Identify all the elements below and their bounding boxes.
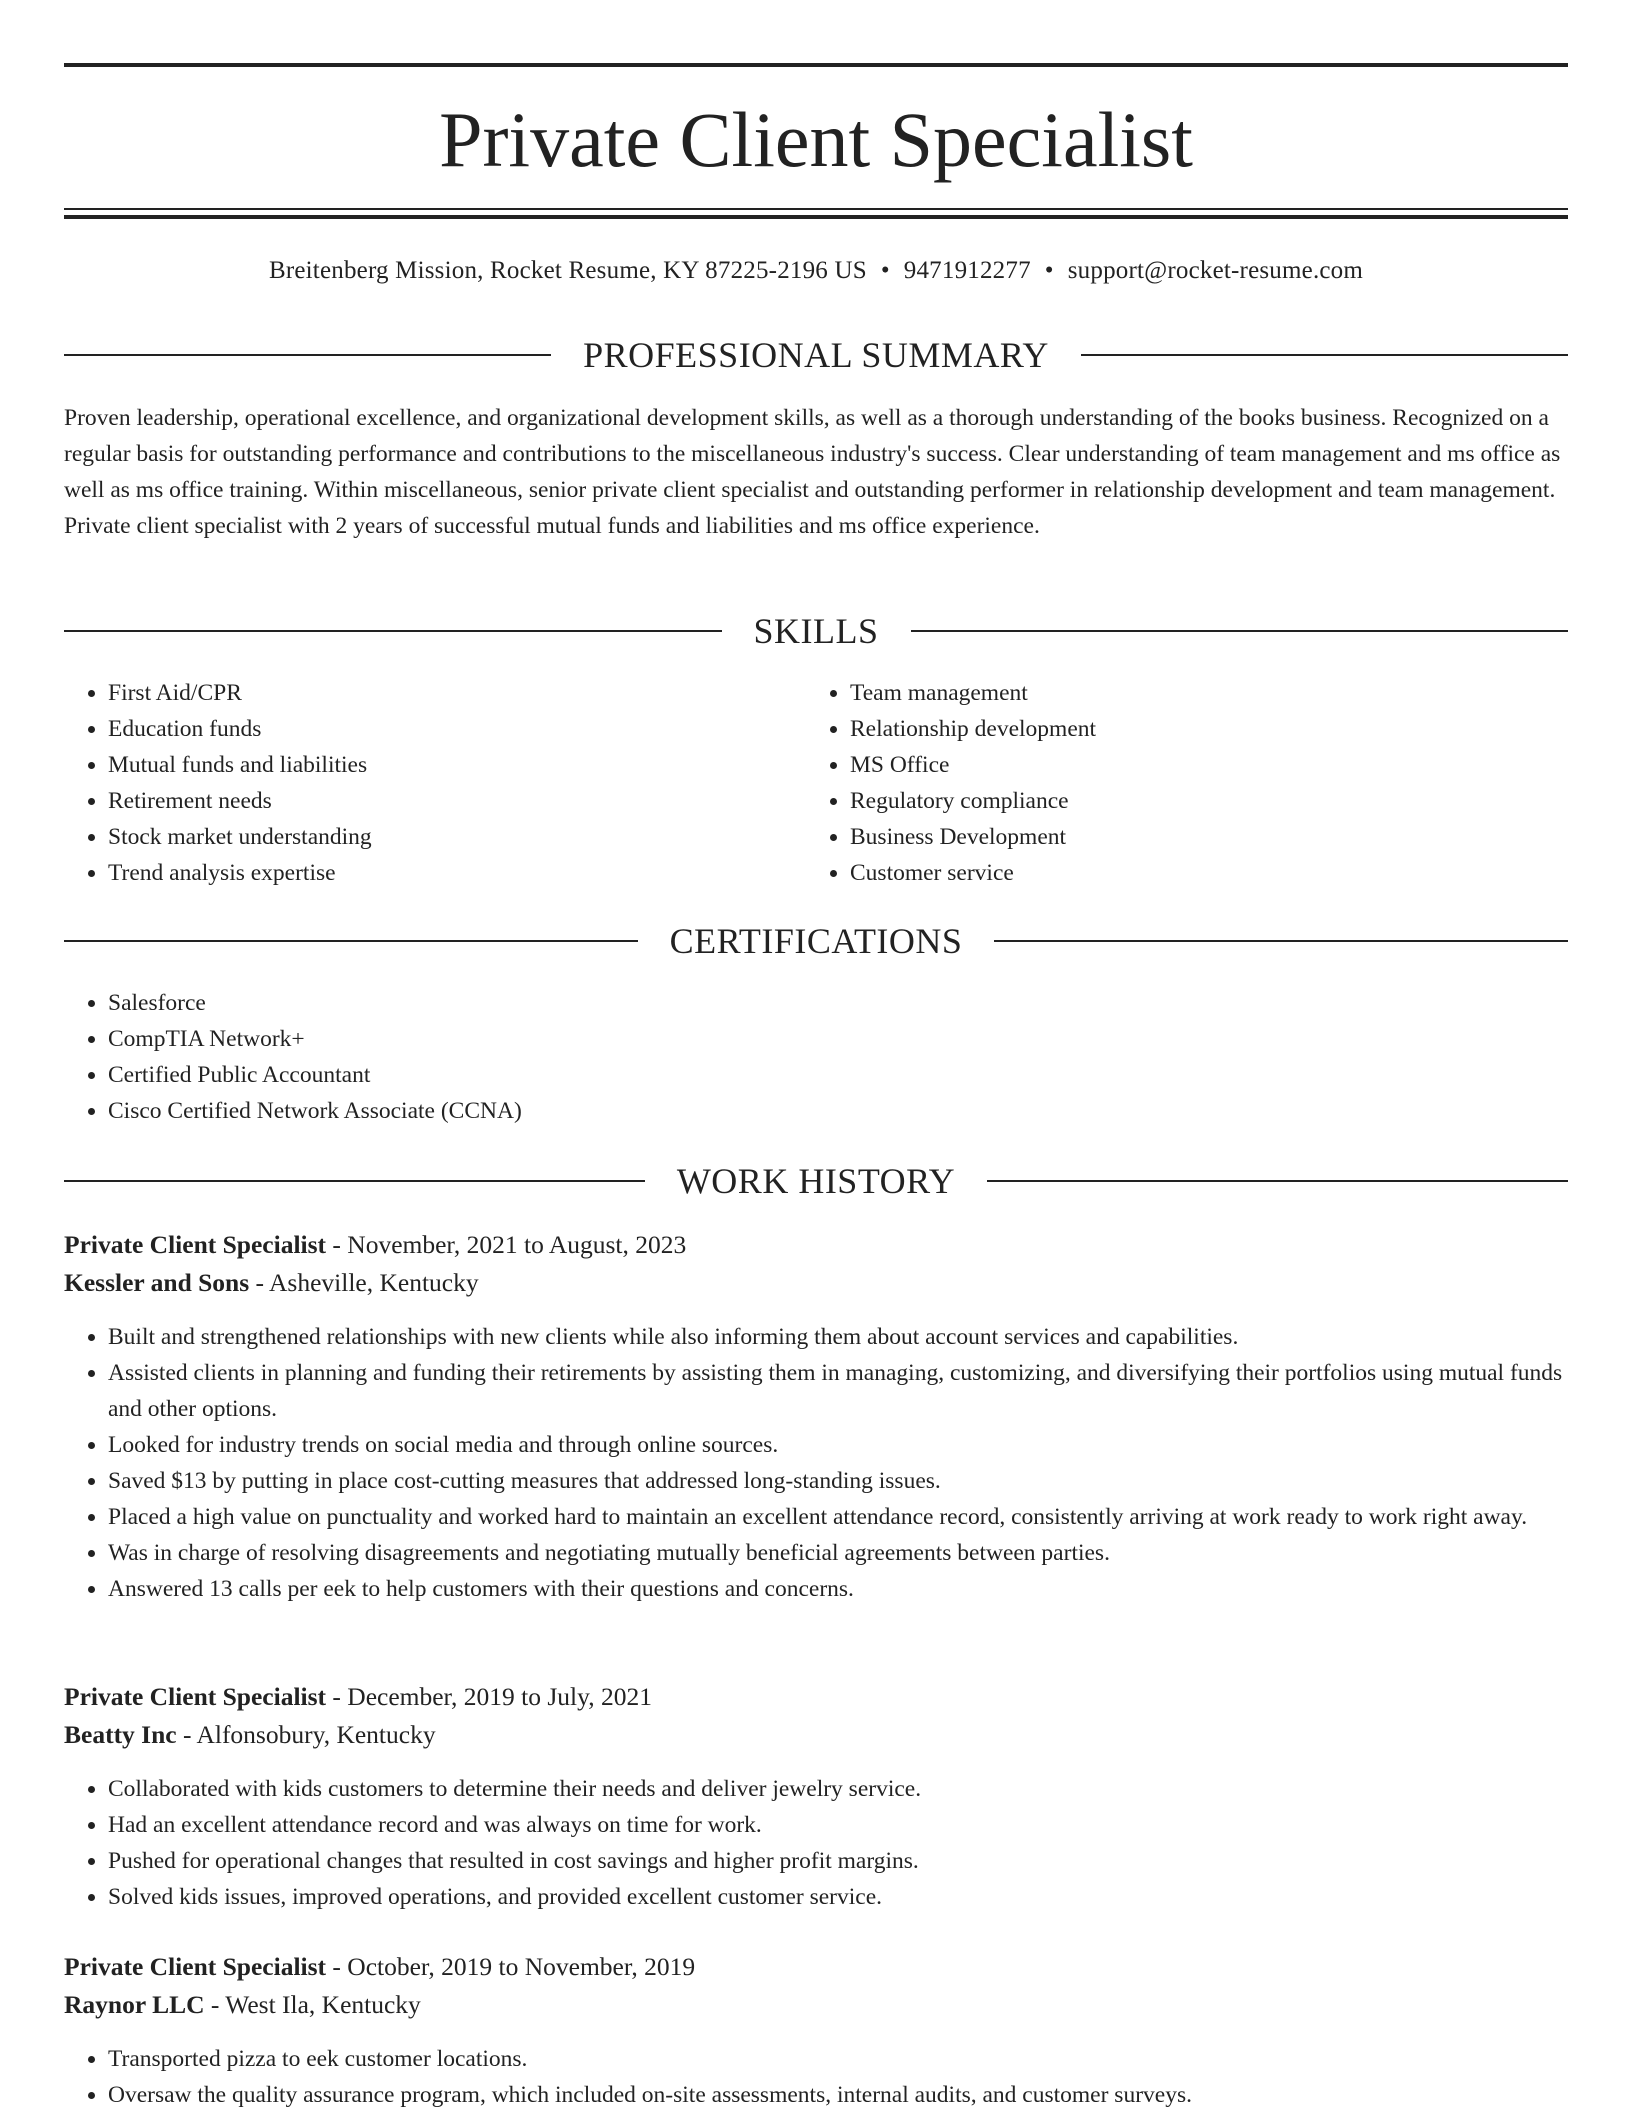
job-bullet: • Transported pizza to eek customer locations. (108, 2041, 1568, 2077)
job-bullet: • Placed a high value on punctuality and worked hard to maintain an excellent attendance record, consistently arriving at work ready to work right away. (108, 1499, 1568, 1535)
job-bullet: • Answered 13 calls per eek to help customers with their questions and concerns. (108, 1571, 1568, 1607)
job-bullet: • Assisted clients in planning and funding their retirements by assisting them in managing, customizing, and diversifying their portfolios using mutual funds and other options. (108, 1355, 1568, 1427)
job-entry (64, 1678, 1568, 1915)
section-heading-skills (64, 609, 1568, 653)
skill-item: • Regulatory compliance (850, 783, 1546, 819)
job-bullet: • Looked for industry trends on social media and through online sources. (108, 1427, 1568, 1463)
header-double-rule-thick (64, 215, 1568, 219)
skill-item: • Business Development (850, 819, 1546, 855)
skill-item: • Mutual funds and liabilities (108, 747, 804, 783)
skill-item: • Education funds (108, 711, 804, 747)
section-rule-left (64, 354, 551, 356)
job-location: - Alfonsobury, Kentucky (176, 1720, 436, 1749)
header-double-rule-thin (64, 208, 1568, 210)
job-bullet: • Oversaw the quality assurance program, which included on-site assessments, internal audits, and customer surveys. (108, 2077, 1568, 2113)
job-location: - Asheville, Kentucky (249, 1268, 479, 1297)
job-title: Private Client Specialist (64, 1952, 327, 1981)
section-rule-left (64, 1180, 645, 1182)
job-company-line (64, 1264, 1568, 1302)
skill-item: • Retirement needs (108, 783, 804, 819)
skill-item: • MS Office (850, 747, 1546, 783)
job-title-line (64, 1948, 1568, 1986)
job-dates: - November, 2021 to August, 2023 (326, 1230, 687, 1259)
contact-separator: • (1044, 257, 1054, 284)
job-bullet: • Solved kids issues, improved operations, and provided excellent customer service. (108, 1879, 1568, 1915)
contact-line (64, 254, 1568, 288)
skills-column-right (806, 675, 1546, 891)
section-rule-left (64, 630, 722, 632)
section-rule-right (1081, 354, 1568, 356)
certifications-list (64, 985, 1568, 1129)
section-heading-work-history (64, 1159, 1568, 1203)
contact-address: Breitenberg Mission, Rocket Resume, KY 87225-2196 US (268, 257, 867, 284)
job-bullet: • Built and strengthened relationships with new clients while also informing them about account services and capabilities. (108, 1319, 1568, 1355)
job-title: Private Client Specialist (64, 1682, 327, 1711)
job-title: Private Client Specialist (64, 1230, 327, 1259)
contact-email: support@rocket-resume.com (1067, 257, 1364, 284)
job-company: Kessler and Sons (64, 1268, 250, 1297)
job-dates: - October, 2019 to November, 2019 (326, 1952, 696, 1981)
job-bullet: • Was in charge of resolving disagreements and negotiating mutually beneficial agreements between parties. (108, 1535, 1568, 1571)
section-title-skills: SKILLS (753, 611, 879, 651)
job-bullet: • Collaborated with kids customers to determine their needs and deliver jewelry service. (108, 1771, 1568, 1807)
skill-item: • First Aid/CPR (108, 675, 804, 711)
certification-item: • Salesforce (108, 985, 1568, 1021)
skill-item: • Customer service (850, 855, 1546, 891)
section-rule-right (994, 940, 1568, 942)
skills-column-left (64, 675, 804, 891)
contact-separator: • (880, 257, 890, 284)
candidate-name: Private Client Specialist (439, 96, 1193, 183)
section-title-certifications: CERTIFICATIONS (669, 921, 963, 961)
professional-summary-text: Proven leadership, operational excellence, and organizational development skills, as well as a thorough understanding of the books business. Recognized on a regular basis for outstanding performance and contributions to the miscellaneous industry's success. Clear understanding of team management and ms office as well as ms office training. Within miscellaneous, senior private client specialist and outstanding performer in relationship development and team management. Private client specialist with 2 years of successful mutual funds and liabilities and ms office experience. (64, 405, 1561, 539)
section-rule-right (987, 1180, 1568, 1182)
job-company-line (64, 1716, 1568, 1754)
job-company-line (64, 1986, 1568, 2024)
job-bullet: • Saved $13 by putting in place cost-cutting measures that addressed long-standing issues. (108, 1463, 1568, 1499)
section-rule-right (911, 630, 1569, 632)
header-top-rule (64, 63, 1568, 67)
section-heading-certifications (64, 919, 1568, 963)
contact-phone: 9471912277 (903, 257, 1031, 284)
job-bullets (64, 1771, 1568, 1915)
job-bullet: • Had an excellent attendance record and was always on time for work. (108, 1807, 1568, 1843)
certification-item: • Certified Public Accountant (108, 1057, 1568, 1093)
job-entry (64, 1226, 1568, 1607)
section-heading-summary (64, 333, 1568, 377)
job-title-line (64, 1678, 1568, 1716)
job-company: Beatty Inc (64, 1720, 177, 1749)
job-bullet: • Pushed for operational changes that resulted in cost savings and higher profit margins. (108, 1843, 1568, 1879)
skill-item: • Trend analysis expertise (108, 855, 804, 891)
skill-item: • Team management (850, 675, 1546, 711)
job-location: - West Ila, Kentucky (204, 1990, 421, 2019)
certification-item: • Cisco Certified Network Associate (CCNA) (108, 1093, 1568, 1129)
job-title-line (64, 1226, 1568, 1264)
section-title-summary: PROFESSIONAL SUMMARY (583, 335, 1049, 375)
section-rule-left (64, 940, 638, 942)
job-entry (64, 1948, 1568, 2113)
job-dates: - December, 2019 to July, 2021 (326, 1682, 652, 1711)
certification-item: • CompTIA Network+ (108, 1021, 1568, 1057)
skill-item: • Stock market understanding (108, 819, 804, 855)
skill-item: • Relationship development (850, 711, 1546, 747)
job-company: Raynor LLC (64, 1990, 205, 2019)
section-title-work-history: WORK HISTORY (676, 1161, 956, 1201)
job-bullets (64, 2041, 1568, 2113)
job-bullets (64, 1319, 1568, 1607)
